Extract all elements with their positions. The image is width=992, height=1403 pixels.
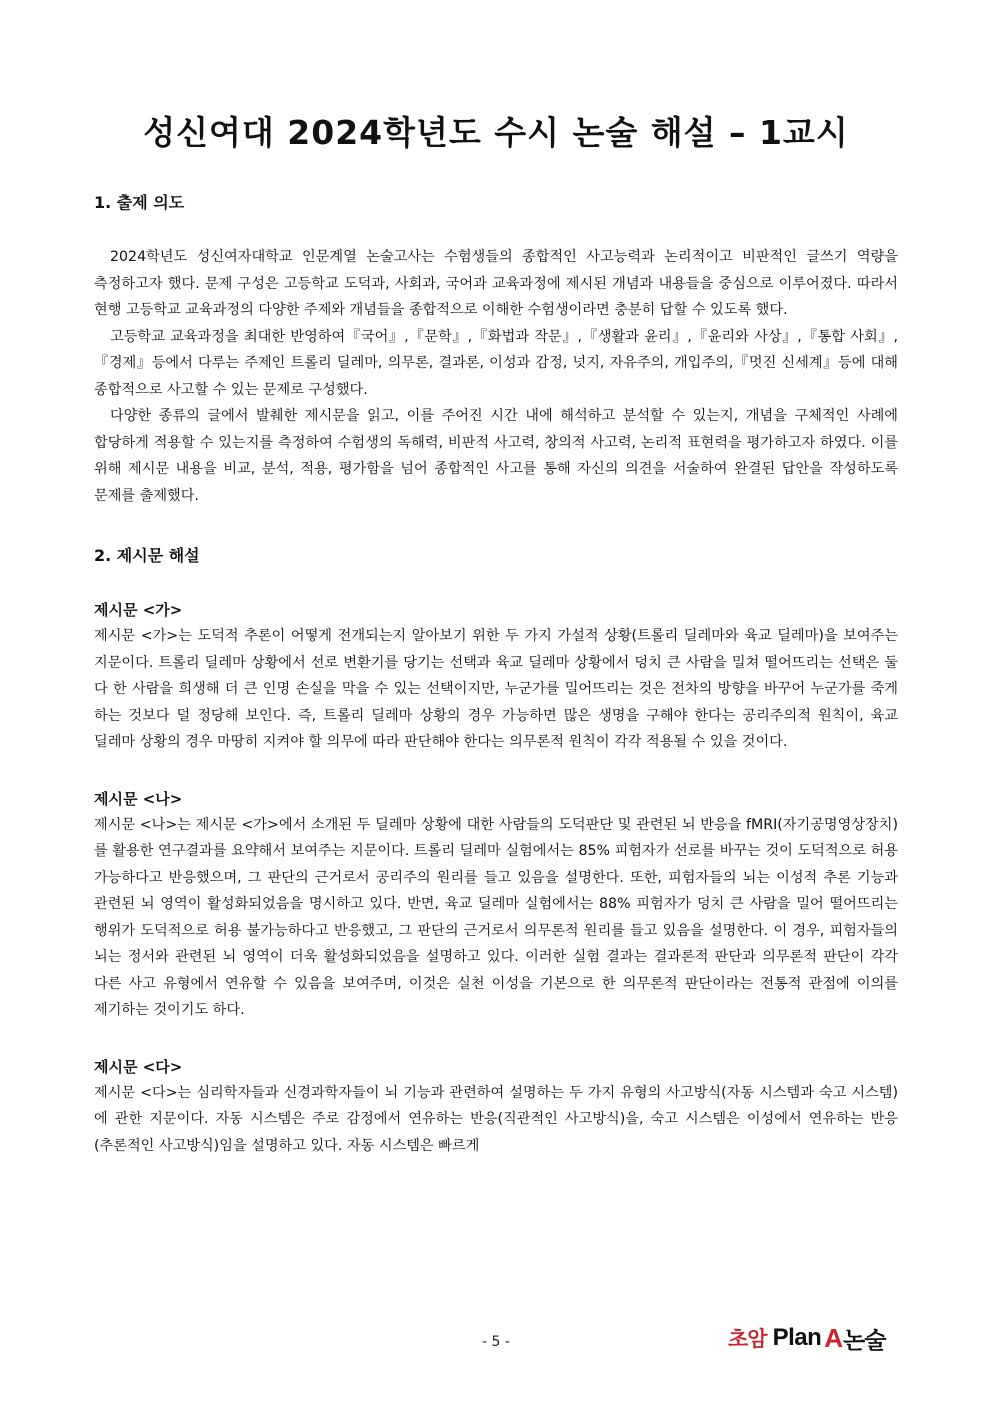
logo-text-nonsul: 논술 <box>843 1326 886 1353</box>
intent-paragraph: 고등학교 교육과정을 최대한 반영하여『국어』,『문학』,『화법과 작문』,『생활과 윤리』,『윤리와 사상』,『통합 사회』,『경제』등에서 다루는 주제인 트롤리 딜레마, 의무론, 결과론, 이성과 감정, 넛지, 자유주의, 개입주의,『멋진 신세계』등에 대해 종합적으로 사고할 수 있는 문제로 구성했다. <box>94 328 898 398</box>
passage-da-block <box>94 1054 898 1160</box>
page-title: 성신여대 2024학년도 수시 논술 해설 – 1교시 <box>143 113 849 152</box>
document-body <box>94 190 898 1189</box>
passage-na-block <box>94 786 898 1024</box>
logo-text-choam: 초암 <box>728 1328 767 1351</box>
passage-ga-heading: 제시문 <가> <box>94 601 183 619</box>
logo-text-a: A <box>824 1322 844 1353</box>
passage-da-heading: 제시문 <다> <box>94 1057 183 1076</box>
intent-paragraph: 2024학년도 성신여자대학교 인문계열 논술고사는 수험생들의 종합적인 사고능력과 논리적이고 비판적인 글쓰기 역량을 측정하고자 했다. 문제 구성은 고등학교 도덕과, 사회과, 국어과 교육과정에 제시된 개념과 내용들을 중심으로 이루어졌다. 따라서 현행 고등학교 교육과정의 다양한 주제와 개념들을 종합적으로 이해한 수험생이라면 충분히 답할 수 있도록 했다. <box>94 249 898 318</box>
passage-na-heading: 제시문 <나> <box>94 789 183 808</box>
passage-ga-body: 제시문 <가>는 도덕적 추론이 어떻게 전개되는지 알아보기 위한 두 가지 가설적 상황(트롤리 딜레마와 육교 딜레마)을 보여주는 지문이다. 트롤리 딜레마 상황에서 선로 변환기를 당기는 선택과 육교 딜레마 상황에서 덩치 큰 사람을 밀쳐 떨어뜨리는 선택은 둘 다 한 사람을 희생해 더 큰 인명 손실을 막을 수 있는 선택이지만, 누군가를 밀어뜨리는 것은 전차의 방향을 바꾸어 누군가를 죽게 하는 것보다 덜 정당해 보인다. 즉, 트롤리 딜레마 상황의 경우 가능하면 많은 생명을 구해야 한다는 공리주의적 원칙이, 육교 딜레마 상황의 경우 마땅히 지켜야 할 의무에 따라 판단해야 한다는 의무론적 원칙이 각각 적용될 수 있을 것이다. <box>94 628 898 750</box>
passage-da-body: 제시문 <다>는 심리학자들과 신경과학자들이 뇌 기능과 관련하여 설명하는 두 가지 유형의 사고방식(자동 시스템과 숙고 시스템)에 관한 지문이다. 자동 시스템은 주로 감정에서 연유하는 반응(직관적인 사고방식)을, 숙고 시스템은 이성에서 연유하는 반응(추론적인 사고방식)임을 설명하고 있다. 자동 시스템은 빠르게 <box>94 1084 898 1154</box>
logo-text-plan: Plan <box>772 1324 822 1351</box>
section-heading-intent: 1. 출제 의도 <box>94 193 185 212</box>
passage-na-body: 제시문 <나>는 제시문 <가>에서 소개된 두 딜레마 상황에 대한 사람들의 도덕판단 및 관련된 뇌 반응을 fMRI(자기공명영상장치)를 활용한 연구결과를 요약해서 보여주는 지문이다. 트롤리 딜레마 실험에서는 85% 피험자가 선로를 바꾸는 것이 도덕적으로 허용 가능하다고 반응했으며, 그 판단의 근거로서 공리주의 원리를 들고 있음을 설명한다. 또한, 피험자들의 뇌는 이성적 추론 기능과 관련된 뇌 영역이 활성화되었음을 명시하고 있다. 반면, 육교 딜레마 실험에서는 88% 피험자가 덩치 큰 사람을 밀어 떨어뜨리는 행위가 도덕적으로 허용 불가능하다고 반응했고, 그 판단의 근거로서 의무론적 원리를 들고 있음을 설명한다. 이 경우, 피험자들의 뇌는 정서와 관련된 뇌 영역이 더욱 활성화되었음을 설명하고 있다. 이러한 실험 결과는 결과론적 판단과 의무론적 판단이 각각 다른 사고 유형에서 연유할 수 있음을 보여주며, 이것은 실천 이성을 기본으로 한 의무론적 판단이라는 전통적 관점에 이의를 제기하는 것이기도 하다. <box>94 816 898 1018</box>
page-number: - 5 - <box>482 1334 510 1350</box>
brand-logo <box>728 1318 900 1358</box>
section-heading-commentary: 2. 제시문 해설 <box>94 546 200 565</box>
intent-paragraph: 다양한 종류의 글에서 발췌한 제시문을 읽고, 이를 주어진 시간 내에 해석하고 분석할 수 있는지, 개념을 구체적인 사례에 합당하게 적용할 수 있는지를 측정하여 수험생의 독해력, 비판적 사고력, 창의적 사고력, 논리적 표현력을 평가하고자 하였다. 이를 위해 제시문 내용을 비교, 분석, 적용, 평가함을 넘어 종합적인 사고를 통해 자신의 의견을 서술하여 완결된 답안을 작성하도록 문제를 출제했다. <box>94 408 898 504</box>
passage-ga-block <box>94 597 898 756</box>
